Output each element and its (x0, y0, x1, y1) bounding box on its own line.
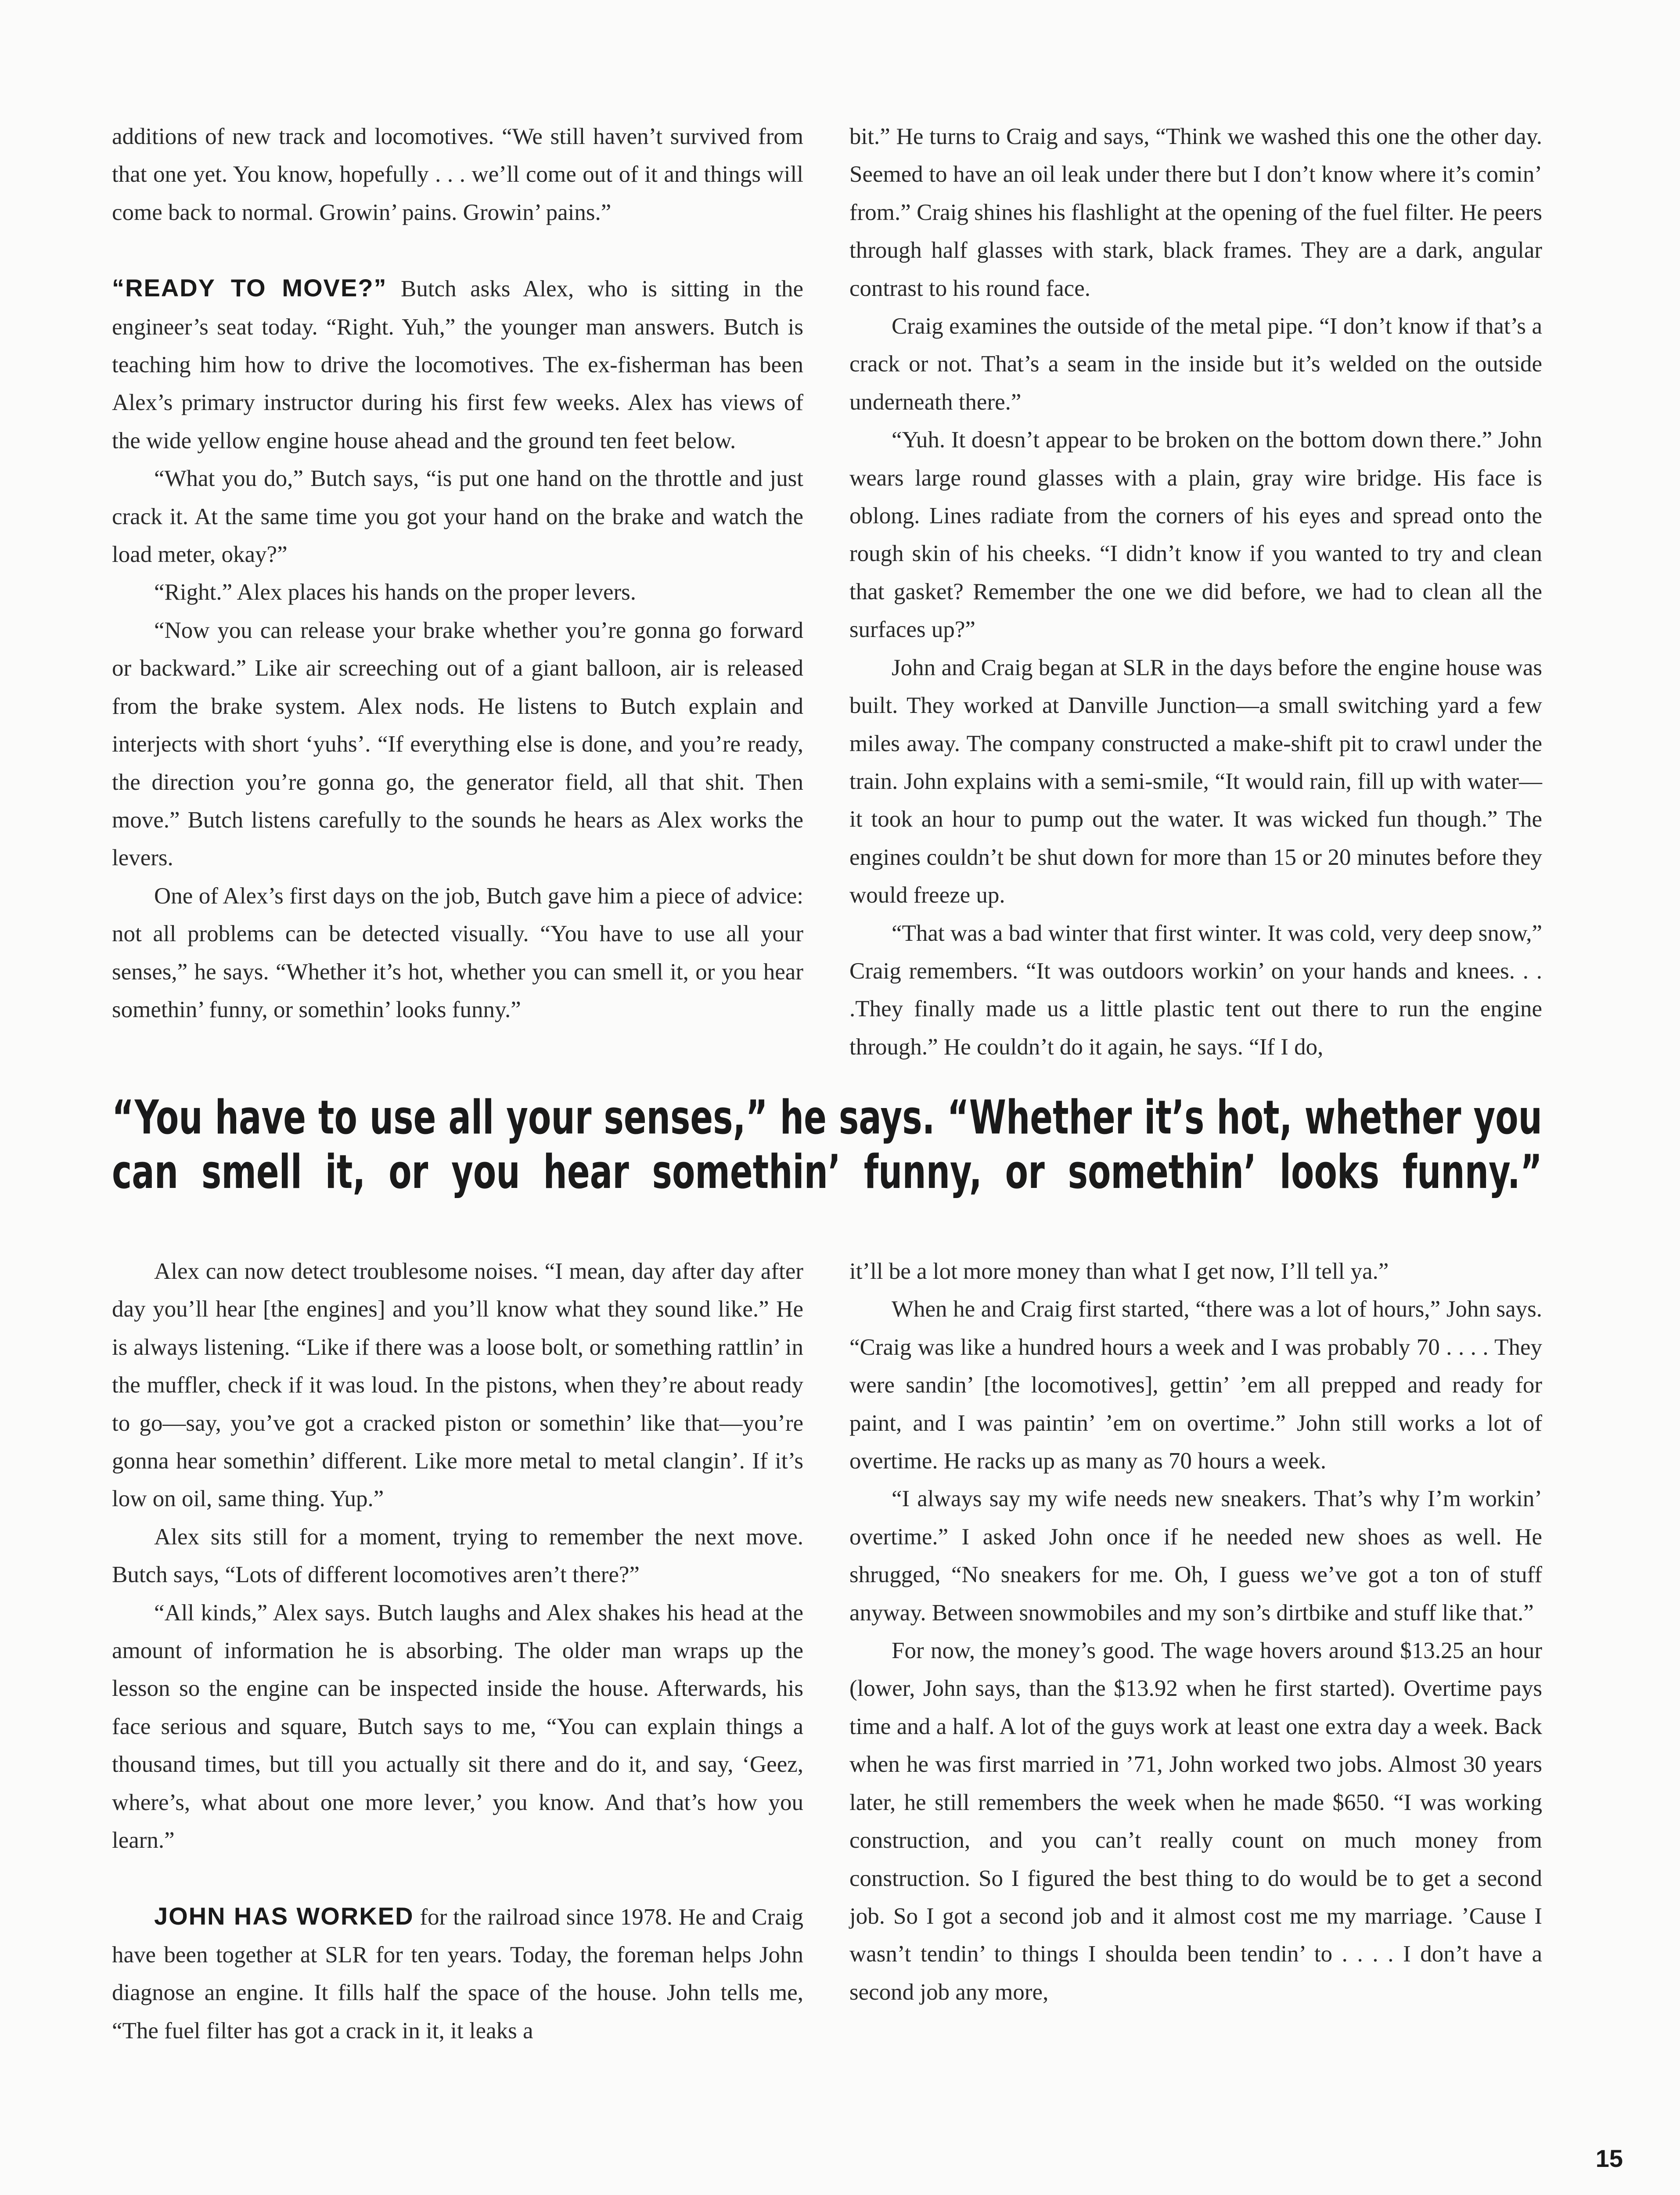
paragraph: “Right.” Alex places his hands on the proper levers. (154, 579, 636, 605)
paragraph: “Now you can release your brake whether you’re gonna go forward or backward.” Like air screeching out of a giant balloon, air is released from the brake system. Alex nods. He listens to Butch explain and interjects with short ‘yuhs’. “If everything else is done, and you’re ready, the direction you’re gonna go, the generator field, all that shit. Then move.” Butch listens carefully to the sounds he hears as Alex works the levers. (112, 617, 803, 871)
paragraph: “That was a bad winter that first winter. It was cold, very deep snow,” Craig remembers. “It was outdoors workin’ on your hands and knees. . . .They finally made us a little plastic tent out there to run the engine through.” He couldn’t do it again, he says. “If I do, (849, 920, 1542, 1060)
paragraph: “All kinds,” Alex says. Butch laughs and Alex shakes his head at the amount of information he is absorbing. The older man wraps up the lesson so the engine can be inspected inside the house. Afterwards, his face serious and square, Butch says to me, “You can explain things a thousand times, but till you actually sit there and do it, and say, ‘Geez, where’s, what about one more lever,’ you know. And that’s how you learn.” (112, 1600, 803, 1853)
paragraph: John and Craig began at SLR in the days before the engine house was built. They worked at Danville Junction—a small switching yard a few miles away. The company constructed a make-shift pit to crawl under the train. John explains with a semi-smile, “It would rain, fill up with water—it took an hour to pump out the water. It was wicked fun though.” The engines couldn’t be shut down for more than 15 or 20 minutes before they would freeze up. (849, 655, 1542, 908)
paragraph: “What you do,” Butch says, “is put one hand on the throttle and just crack it. At the same time you got your hand on the brake and watch the load meter, okay?” (112, 466, 803, 568)
column-top-right (849, 118, 1542, 1066)
paragraph: When he and Craig first started, “there was a lot of hours,” John says. “Craig was like a hundred hours a week and I was probably 70 . . . . They were sandin’ [the locomotives], gettin’ ’em all prepped and ready for paint, and I was paintin’ ’em on overtime.” John still works a lot of overtime. He racks up as many as 70 hours a week. (849, 1296, 1542, 1474)
paragraph-text: for the railroad since 1978. He and Craig have been together at SLR for ten years. Today, the foreman helps John diagnose an engine. It fills half the space of the house. John tells me, “The fuel filter has got a crack in it, it leaks a (112, 1904, 804, 2044)
paragraph: it’ll be a lot more money than what I get now, I’ll tell ya.” (849, 1259, 1389, 1284)
pull-quote-line: can smell it, or you hear somethin’ funny, or somethin’ looks funny.” (112, 1145, 1543, 1199)
paragraph-ready-to-move (112, 269, 803, 460)
column-bottom-right (849, 1252, 1542, 2011)
paragraph: “Yuh. It doesn’t appear to be broken on the bottom down there.” John wears large round glasses with a plain, gray wire bridge. His face is oblong. Lines radiate from the corners of his eyes and spread onto the rough skin of his cheeks. “I didn’t know if you wanted to try and clean that gasket? Remember the one we did before, we had to clean all the surfaces up?” (849, 427, 1542, 643)
column-bottom-left (112, 1252, 803, 2050)
paragraph: Craig examines the outside of the metal pipe. “I don’t know if that’s a crack or not. That’s a seam in the inside but it’s welded on the outside underneath there.” (849, 313, 1542, 415)
paragraph: For now, the money’s good. The wage hovers around $13.25 an hour (lower, John says, than the $13.92 when he first started). Overtime pays time and a half. A lot of the guys work at least one extra day a week. Back when he was first married in ’71, John worked two jobs. Almost 30 years later, he still remembers the week when he made $650. “I was working construction, and you can’t really count on much money from construction. So I figured the best thing to do would be to get a second job. So I got a second job and it almost cost me my marriage. ’Cause I wasn’t tendin’ to things I shoulda been tendin’ to . . . . I don’t have a second job any more, (849, 1638, 1542, 2005)
paragraph: Alex sits still for a moment, trying to remember the next move. Butch says, “Lots of different locomotives aren’t there?” (112, 1524, 803, 1588)
pull-quote-line: “You have to use all your senses,” he says. “Whether it’s hot, whether you (112, 1090, 1543, 1144)
section-lead-ready-to-move: “READY TO MOVE?” (112, 274, 387, 302)
pull-quote (112, 1090, 1542, 1199)
paragraph-john-has-worked (112, 1897, 803, 2050)
column-top-left (112, 118, 803, 1029)
page-number: 15 (1595, 2145, 1623, 2172)
paragraph: “I always say my wife needs new sneakers. That’s why I’m workin’ overtime.” I asked John once if he needed new shoes as well. He shrugged, “No sneakers for me. Oh, I guess we’ve got a ton of stuff anyway. Between snowmobiles and my son’s dirtbike and stuff like that.” (849, 1486, 1542, 1626)
paragraph: additions of new track and locomotives. “We still haven’t survived from that one yet. You know, hopefully . . . we’ll come out of it and things will come back to normal. Growin’ pains. Growin’ pains.” (112, 124, 803, 225)
paragraph-text: Butch asks Alex, who is sitting in the engineer’s seat today. “Right. Yuh,” the younger man answers. Butch is teaching him how to drive the locomotives. The ex-fisherman has been Alex’s primary instructor during his first few weeks. Alex has views of the wide yellow engine house ahead and the ground ten feet below. (112, 276, 803, 453)
paragraph: bit.” He turns to Craig and says, “Think we washed this one the other day. Seemed to have an oil leak under there but I don’t know where it’s comin’ from.” Craig shines his flashlight at the opening of the fuel filter. He peers through half glasses with stark, black frames. They are a dark, angular contrast to his round face. (849, 124, 1542, 301)
section-lead-john-has-worked: JOHN HAS WORKED (154, 1902, 414, 1930)
paragraph: Alex can now detect troublesome noises. “I mean, day after day after day you’ll hear [the engines] and you’ll know what they sound like.” He is always listening. “Like if there was a loose bolt, or something rattlin’ in the muffler, check if it was loud. In the pistons, when they’re about ready to go—say, you’ve got a cracked piston or somethin’ like that—you’re gonna hear somethin’ different. Like more metal to metal clangin’. If it’s low on oil, same thing. Yup.” (112, 1259, 803, 1512)
paragraph: One of Alex’s first days on the job, Butch gave him a piece of advice: not all problems can be detected visually. “You have to use all your senses,” he says. “Whether it’s hot, whether you can smell it, or you hear somethin’ funny, or somethin’ looks funny.” (112, 883, 803, 1022)
